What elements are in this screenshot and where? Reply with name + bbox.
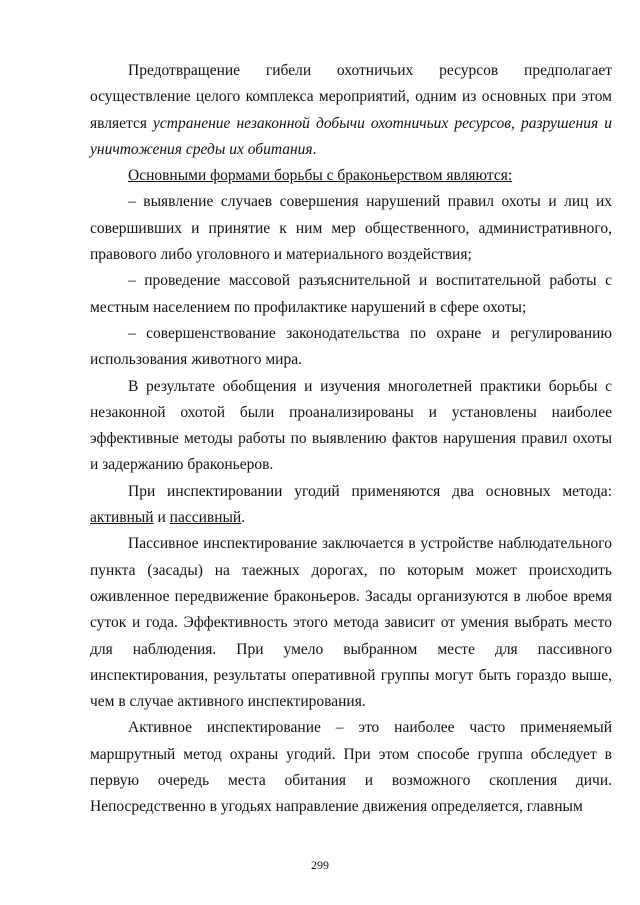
underlined-heading: Основными формами борьбы с браконьерством являются:: [128, 167, 513, 185]
paragraph-end: .: [312, 140, 317, 158]
conjunction: и: [153, 509, 170, 527]
paragraph-text: Предотвращение гибели охотничьих ресурсов предполагает осуществление целого комплекса мероприятий, одним из основных при этом является: [90, 62, 612, 132]
method-passive: пассивный: [169, 509, 242, 527]
paragraph-prevention: [90, 58, 612, 163]
body-text: [90, 58, 612, 821]
paragraph-end: .: [241, 509, 246, 527]
paragraph-active: Активное инспектирование – это наиболее часто применяемый маршрутный метод охраны угодий. При этом способе группа обследует в первую очередь места обитания и возможного скопления дичи. Непосредственно в угодьях направление движения определяется, главным: [90, 719, 612, 816]
paragraph-forms-heading: [90, 163, 612, 189]
method-active: активный: [90, 509, 154, 527]
paragraph-text: При инспектировании угодий применяются два основных метода:: [128, 482, 612, 500]
paragraph-passive: Пассивное инспектирование заключается в устройстве наблюдательного пункта (засады) на таежных дорогах, по которым может происходить оживленное передвижение браконьеров. Засады организуются в любое время суток и года. Эффективность этого метода зависит от умения выбрать место для наблюдения. При умело выбранном месте для пассивного инспектирования, результаты оперативной группы могут быть гораздо выше, чем в случае активного инспектирования.: [90, 535, 612, 711]
paragraph-methods: [90, 479, 612, 532]
list-item-legislation: – совершенствование законодательства по охране и регулированию использования животного мира.: [90, 324, 612, 369]
italic-emphasis: устранение незаконной добычи охотничьих ресурсов, разрушения и уничтожения среды их обитания: [90, 114, 612, 158]
paragraph-practice: В результате обобщения и изучения многолетней практики борьбы с незаконной охотой были проанализированы и установлены наиболее эффективные методы работы по выявлению фактов нарушения правил охоты и задержанию браконьеров.: [90, 377, 612, 474]
list-item-detection: – выявление случаев совершения нарушений правил охоты и лиц их совершивших и принятие к ним мер общественного, административного, правового либо уголовного и материального воздействия;: [90, 193, 612, 264]
list-item-education: – проведение массовой разъяснительной и воспитательной работы с местным населением по профилактике нарушений в сфере охоты;: [90, 272, 612, 316]
page-number: 299: [311, 858, 329, 872]
